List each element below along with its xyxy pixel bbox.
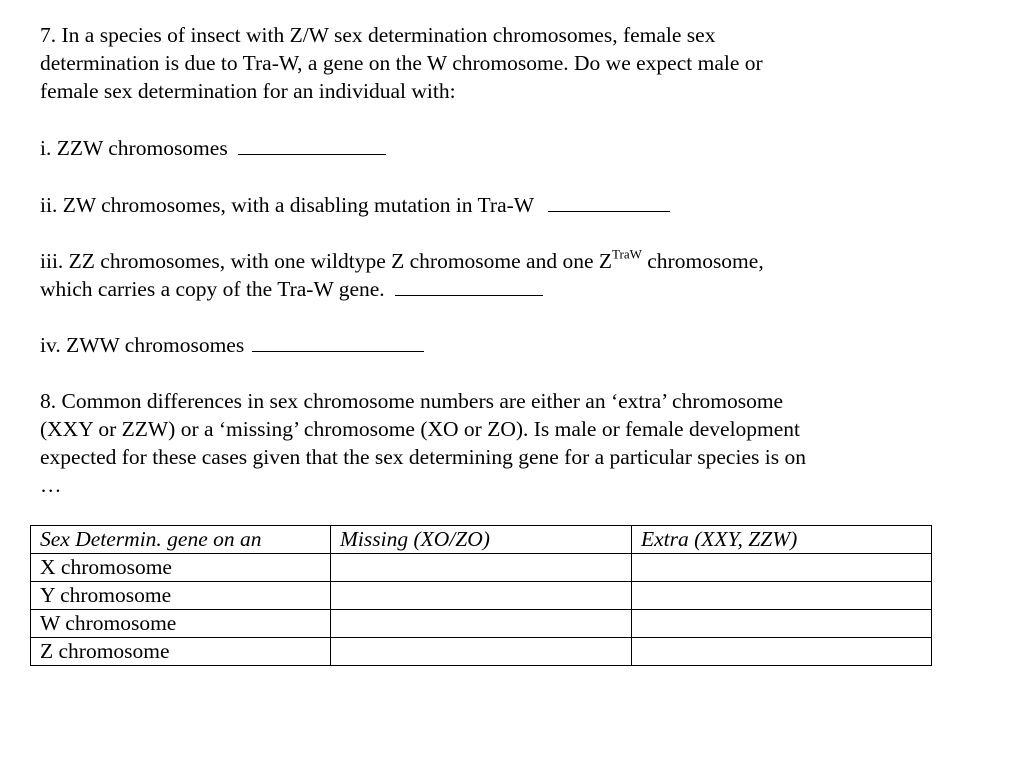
table-header-row [31, 526, 932, 554]
row-label: W chromosome [31, 610, 331, 638]
question-7-part-i [40, 134, 386, 162]
answer-cell-extra[interactable] [632, 582, 932, 610]
row-label: Z chromosome [31, 638, 331, 666]
answer-blank-i[interactable] [238, 134, 386, 155]
question-7-intro [40, 21, 763, 105]
question-8-line: 8. Common differences in sex chromosome numbers are either an ‘extra’ chromosome [40, 389, 784, 413]
question-7-line: female sex determination for an individual with: [40, 79, 456, 103]
answer-cell-extra[interactable] [632, 610, 932, 638]
answer-cell-extra[interactable] [632, 554, 932, 582]
question-7-line: 7. In a species of insect with Z/W sex determination chromosomes, female sex [40, 23, 716, 47]
part-iv-text: iv. ZWW chromosomes [40, 333, 245, 357]
header-missing: Missing (XO/ZO) [331, 526, 632, 554]
question-7-part-iii [40, 247, 764, 303]
row-label: Y chromosome [31, 582, 331, 610]
question-8-line: expected for these cases given that the sex determining gene for a particular species is on [40, 445, 806, 469]
question-8-line: … [40, 473, 62, 497]
part-iii-text-2: which carries a copy of the Tra-W gene. [40, 277, 385, 301]
question-7-line: determination is due to Tra-W, a gene on the W chromosome. Do we expect male or [40, 51, 763, 75]
table-row [31, 638, 932, 666]
question-7-part-ii [40, 191, 670, 219]
answer-blank-ii[interactable] [548, 191, 670, 212]
answer-blank-iii[interactable] [395, 275, 543, 296]
answer-cell-missing[interactable] [331, 554, 632, 582]
answer-cell-missing[interactable] [331, 638, 632, 666]
part-iii-line-2 [40, 275, 764, 303]
traw-superscript: TraW [612, 246, 642, 262]
part-iii-text: iii. ZZ chromosomes, with one wildtype Z chromosome and one Z [40, 249, 613, 273]
table-row [31, 610, 932, 638]
part-i-text: i. ZZW chromosomes [40, 136, 228, 160]
sex-determination-table [30, 525, 932, 666]
header-gene-location: Sex Determin. gene on an [31, 526, 331, 554]
question-8-line: (XXY or ZZW) or a ‘missing’ chromosome (XO or ZO). Is male or female development [40, 417, 801, 441]
row-label: X chromosome [31, 554, 331, 582]
part-ii-text: ii. ZW chromosomes, with a disabling mutation in Tra-W [40, 193, 535, 217]
table-row [31, 582, 932, 610]
part-iii-line-1 [40, 247, 764, 275]
question-8-intro [40, 387, 806, 499]
part-iii-text-end: chromosome, [641, 249, 764, 273]
answer-blank-iv[interactable] [252, 331, 424, 352]
answer-cell-missing[interactable] [331, 582, 632, 610]
answer-cell-missing[interactable] [331, 610, 632, 638]
question-7-part-iv [40, 331, 424, 359]
header-extra: Extra (XXY, ZZW) [632, 526, 932, 554]
answer-cell-extra[interactable] [632, 638, 932, 666]
table-row [31, 554, 932, 582]
